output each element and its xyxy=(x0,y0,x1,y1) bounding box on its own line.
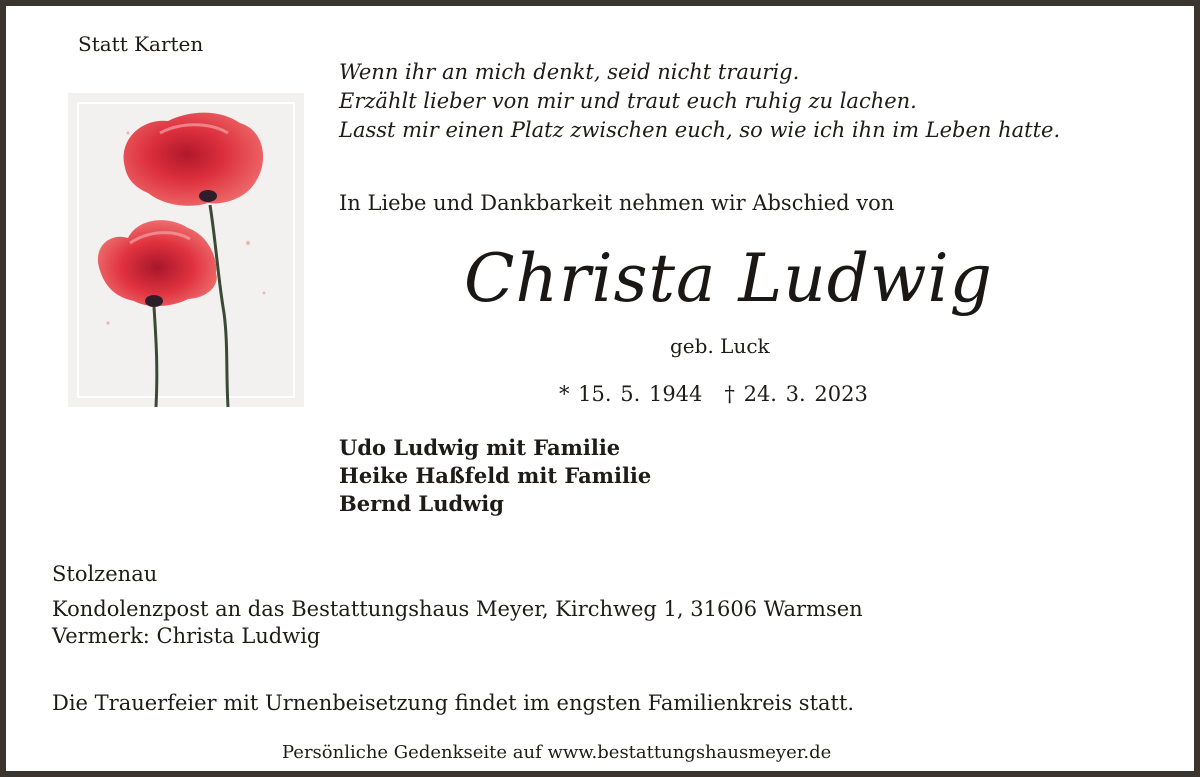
memorial-website-link[interactable]: Persönliche Gedenkseite auf www.bestattungshausmeyer.de xyxy=(282,742,832,763)
mourner-entry: Udo Ludwig mit Familie xyxy=(339,435,621,460)
deceased-name: Christa Ludwig xyxy=(464,240,993,317)
condolence-note: Vermerk: Christa Ludwig xyxy=(52,624,321,648)
ceremony-notice: Die Trauerfeier mit Urnenbeisetzung findet im engsten Familienkreis statt. xyxy=(52,691,855,715)
place-name: Stolzenau xyxy=(52,562,158,586)
mourner-entry: Bernd Ludwig xyxy=(339,491,504,516)
maiden-name: geb. Luck xyxy=(670,334,770,358)
mourners-list xyxy=(339,434,651,518)
statt-karten-label: Statt Karten xyxy=(78,32,204,56)
mourner-entry: Heike Haßfeld mit Familie xyxy=(339,463,652,488)
memorial-verse xyxy=(339,58,1060,145)
death-date: † 24. 3. 2023 xyxy=(724,382,868,406)
life-dates xyxy=(559,382,868,406)
verse-line: Lasst mir einen Platz zwischen euch, so wie ich ihn im Leben hatte. xyxy=(339,118,1061,142)
verse-line: Erzählt lieber von mir und traut euch ruhig zu lachen. xyxy=(339,89,917,113)
condolence-line: Kondolenzpost an das Bestattungshaus Meyer, Kirchweg 1, 31606 Warmsen xyxy=(52,597,863,621)
birth-date: * 15. 5. 1944 xyxy=(559,382,703,406)
verse-line: Wenn ihr an mich denkt, seid nicht traurig. xyxy=(339,60,800,84)
farewell-intro: In Liebe und Dankbarkeit nehmen wir Abschied von xyxy=(339,191,895,215)
poppy-watercolor-image xyxy=(68,93,304,407)
condolence-address xyxy=(52,596,863,650)
